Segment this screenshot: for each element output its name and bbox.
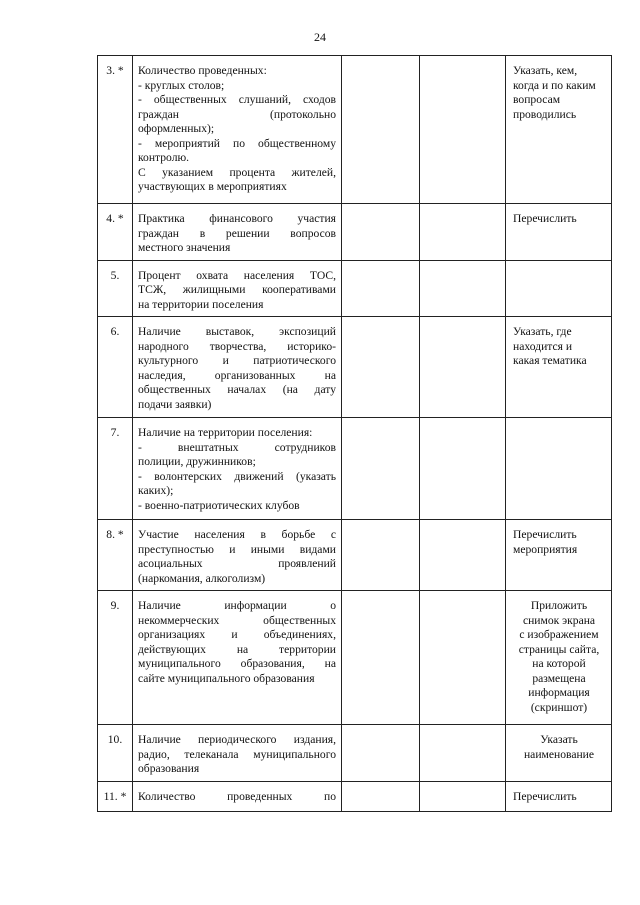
desc-line: наследия, организованных на	[138, 368, 336, 382]
desc-line: оформленных);	[138, 122, 215, 135]
row-description	[133, 725, 342, 782]
desc-line: граждан (протокольно	[138, 107, 336, 121]
note-line: находится и	[513, 339, 573, 353]
row-note	[506, 317, 612, 418]
desc-line: Наличие периодического издания,	[138, 733, 336, 746]
desc-line: каких);	[138, 484, 174, 497]
empty-cell	[420, 260, 506, 317]
table-row	[98, 520, 612, 591]
empty-cell	[420, 317, 506, 418]
row-number: 6.	[98, 317, 133, 418]
row-note	[506, 204, 612, 261]
desc-line: - общественных слушаний, сходов	[138, 93, 336, 106]
note-line: размещена	[532, 671, 586, 685]
note-line: какая тематика	[513, 354, 587, 367]
note-line: Перечислить	[513, 789, 577, 803]
table-row	[98, 204, 612, 261]
row-description	[133, 204, 342, 261]
desc-line: сайте муниципального образования	[138, 671, 315, 685]
desc-line: - волонтерских движений (указать	[138, 469, 336, 483]
row-note	[506, 418, 612, 520]
note-line: Перечислить	[513, 528, 577, 541]
row-description	[133, 520, 342, 591]
desc-line: - круглых столов;	[138, 78, 225, 92]
desc-line: участвующих в мероприятиях	[138, 180, 287, 193]
empty-cell	[342, 591, 420, 725]
note-line: с изображением	[519, 628, 599, 641]
desc-line: Количество проведенных:	[138, 64, 267, 77]
empty-cell	[420, 725, 506, 782]
row-note	[506, 591, 612, 725]
desc-line: Участие населения в борьбе с	[138, 528, 336, 541]
desc-line: Количество проведенных по	[138, 789, 336, 803]
note-line: страницы сайта,	[518, 642, 600, 656]
desc-line: Наличие выставок, экспозиций	[138, 325, 336, 338]
desc-line: контролю.	[138, 151, 190, 164]
desc-line: граждан в решении вопросов	[138, 226, 336, 240]
note-line: на которой	[532, 657, 586, 670]
desc-line: (наркомания, алкоголизм)	[138, 571, 266, 585]
note-line: Перечислить	[513, 212, 577, 225]
empty-cell	[342, 56, 420, 204]
row-number: 11. *	[98, 781, 133, 811]
row-number: 4. *	[98, 204, 133, 261]
desc-line: общественных началах (на дату	[138, 383, 336, 396]
empty-cell	[342, 781, 420, 811]
desc-line: Наличие информации о	[138, 599, 336, 612]
row-number: 7.	[98, 418, 133, 520]
note-line: вопросам	[513, 93, 561, 106]
note-line: когда и по каким	[513, 78, 596, 92]
empty-cell	[420, 591, 506, 725]
row-description	[133, 260, 342, 317]
note-line: наименование	[523, 747, 595, 761]
table-row	[98, 725, 612, 782]
page-number: 24	[314, 30, 326, 44]
desc-line: некоммерческих общественных	[138, 613, 336, 627]
note-line: проводились	[513, 107, 577, 121]
row-number: 8. *	[98, 520, 133, 591]
table-row	[98, 591, 612, 725]
desc-line: культурного и патриотического	[138, 354, 336, 367]
desc-line: - военно-патриотических клубов	[138, 498, 300, 512]
note-line: Указать	[540, 733, 578, 746]
row-note	[506, 520, 612, 591]
empty-cell	[342, 520, 420, 591]
criteria-table	[97, 55, 612, 812]
table-row	[98, 56, 612, 204]
table-row	[98, 317, 612, 418]
note-line: мероприятия	[513, 542, 578, 556]
note-line: информация	[528, 686, 590, 699]
row-number: 9.	[98, 591, 133, 725]
desc-line: асоциальных проявлений	[138, 557, 336, 570]
empty-cell	[420, 204, 506, 261]
desc-line: местного значения	[138, 241, 231, 254]
desc-line: на территории поселения	[138, 297, 264, 311]
desc-line: полиции, дружинников;	[138, 455, 256, 468]
desc-line: - мероприятий по общественному	[138, 136, 336, 150]
empty-cell	[420, 56, 506, 204]
row-note	[506, 56, 612, 204]
desc-line: Практика финансового участия	[138, 212, 336, 225]
row-note	[506, 260, 612, 317]
empty-cell	[342, 317, 420, 418]
note-line: Приложить	[530, 599, 588, 612]
desc-line: Наличие на территории поселения:	[138, 426, 313, 439]
empty-cell	[342, 204, 420, 261]
table-row	[98, 781, 612, 811]
row-number: 10.	[98, 725, 133, 782]
desc-line: преступностью и иными видами	[138, 542, 336, 556]
desc-line: действующих на территории	[138, 642, 336, 656]
note-line: снимок экрана	[522, 613, 596, 627]
empty-cell	[420, 781, 506, 811]
desc-line: подачи заявки)	[138, 397, 212, 411]
row-description	[133, 418, 342, 520]
empty-cell	[420, 418, 506, 520]
desc-line: народного творчества, историко-	[138, 339, 336, 353]
table-row	[98, 418, 612, 520]
row-number: 3. *	[98, 56, 133, 204]
empty-cell	[420, 520, 506, 591]
empty-cell	[342, 418, 420, 520]
desc-line: образования	[138, 762, 200, 775]
table-row	[98, 260, 612, 317]
note-line: Указать, кем,	[513, 64, 578, 77]
desc-line: Процент охвата населения ТОС,	[138, 268, 336, 282]
desc-line: муниципального образования, на	[138, 657, 336, 670]
desc-line: - внештатных сотрудников	[138, 440, 336, 454]
desc-line: ТСЖ, жилищными кооперативами	[138, 283, 336, 296]
desc-line: С указанием процента жителей,	[138, 165, 336, 179]
row-description	[133, 317, 342, 418]
row-description	[133, 591, 342, 725]
desc-line: радио, телеканала муниципального	[138, 747, 336, 761]
empty-cell	[342, 260, 420, 317]
row-note	[506, 725, 612, 782]
row-note	[506, 781, 612, 811]
row-description	[133, 781, 342, 811]
row-number: 5.	[98, 260, 133, 317]
empty-cell	[342, 725, 420, 782]
desc-line: организациях и объединениях,	[138, 628, 336, 641]
row-description	[133, 56, 342, 204]
note-line: Указать, где	[513, 325, 572, 338]
note-line: (скриншот)	[530, 700, 588, 714]
